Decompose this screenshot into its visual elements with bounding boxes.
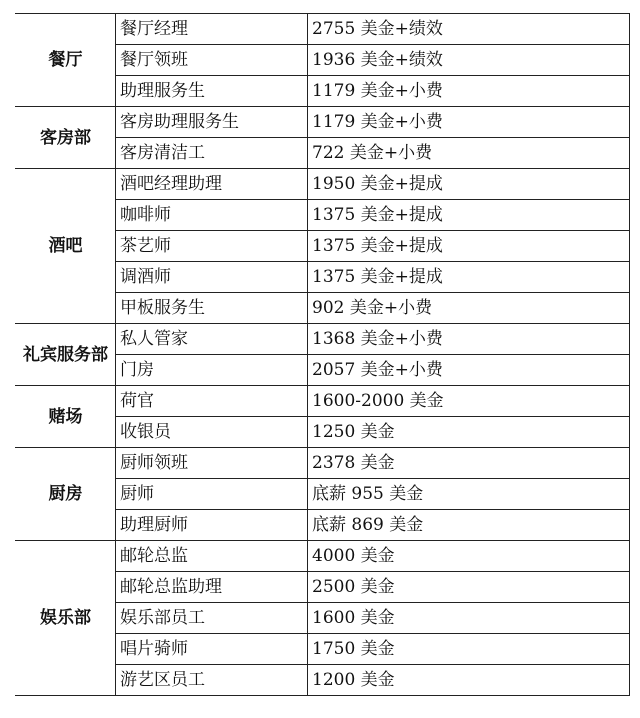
salary-cell: 2057 美金+小费 <box>308 355 630 386</box>
salary-cell: 1375 美金+提成 <box>308 200 630 231</box>
position-cell: 咖啡师 <box>116 200 308 231</box>
salary-cell: 1200 美金 <box>308 665 630 696</box>
table-row <box>16 324 630 355</box>
table-row <box>16 386 630 417</box>
salary-cell: 1375 美金+提成 <box>308 231 630 262</box>
table-row <box>16 14 630 45</box>
position-cell: 收银员 <box>116 417 308 448</box>
salary-cell: 2755 美金+绩效 <box>308 14 630 45</box>
position-cell: 客房清洁工 <box>116 138 308 169</box>
position-cell: 私人管家 <box>116 324 308 355</box>
position-cell: 调酒师 <box>116 262 308 293</box>
salary-cell: 2378 美金 <box>308 448 630 479</box>
department-cell: 客房部 <box>16 107 116 169</box>
position-cell: 唱片骑师 <box>116 634 308 665</box>
salary-cell: 2500 美金 <box>308 572 630 603</box>
position-cell: 娱乐部员工 <box>116 603 308 634</box>
position-cell: 餐厅经理 <box>116 14 308 45</box>
department-cell: 餐厅 <box>16 14 116 107</box>
salary-cell: 1179 美金+小费 <box>308 76 630 107</box>
salary-cell: 4000 美金 <box>308 541 630 572</box>
position-cell: 游艺区员工 <box>116 665 308 696</box>
position-cell: 荷官 <box>116 386 308 417</box>
salary-cell: 1600 美金 <box>308 603 630 634</box>
position-cell: 厨师 <box>116 479 308 510</box>
table-row <box>16 448 630 479</box>
position-cell: 助理厨师 <box>116 510 308 541</box>
position-cell: 餐厅领班 <box>116 45 308 76</box>
position-cell: 厨师领班 <box>116 448 308 479</box>
salary-cell: 1179 美金+小费 <box>308 107 630 138</box>
position-cell: 助理服务生 <box>116 76 308 107</box>
salary-cell: 1600-2000 美金 <box>308 386 630 417</box>
department-cell: 礼宾服务部 <box>16 324 116 386</box>
position-cell: 邮轮总监 <box>116 541 308 572</box>
salary-cell: 1750 美金 <box>308 634 630 665</box>
salary-cell: 底薪 955 美金 <box>308 479 630 510</box>
department-cell: 娱乐部 <box>16 541 116 696</box>
department-cell: 赌场 <box>16 386 116 448</box>
table-row <box>16 107 630 138</box>
position-cell: 酒吧经理助理 <box>116 169 308 200</box>
salary-cell: 1250 美金 <box>308 417 630 448</box>
salary-cell: 1375 美金+提成 <box>308 262 630 293</box>
salary-cell: 1936 美金+绩效 <box>308 45 630 76</box>
table-row <box>16 169 630 200</box>
table-row <box>16 541 630 572</box>
salary-table-body <box>16 14 630 696</box>
position-cell: 甲板服务生 <box>116 293 308 324</box>
salary-cell: 底薪 869 美金 <box>308 510 630 541</box>
department-cell: 酒吧 <box>16 169 116 324</box>
salary-cell: 1368 美金+小费 <box>308 324 630 355</box>
position-cell: 门房 <box>116 355 308 386</box>
salary-cell: 902 美金+小费 <box>308 293 630 324</box>
position-cell: 客房助理服务生 <box>116 107 308 138</box>
department-cell: 厨房 <box>16 448 116 541</box>
position-cell: 邮轮总监助理 <box>116 572 308 603</box>
salary-table <box>15 13 630 696</box>
salary-cell: 1950 美金+提成 <box>308 169 630 200</box>
position-cell: 茶艺师 <box>116 231 308 262</box>
salary-cell: 722 美金+小费 <box>308 138 630 169</box>
